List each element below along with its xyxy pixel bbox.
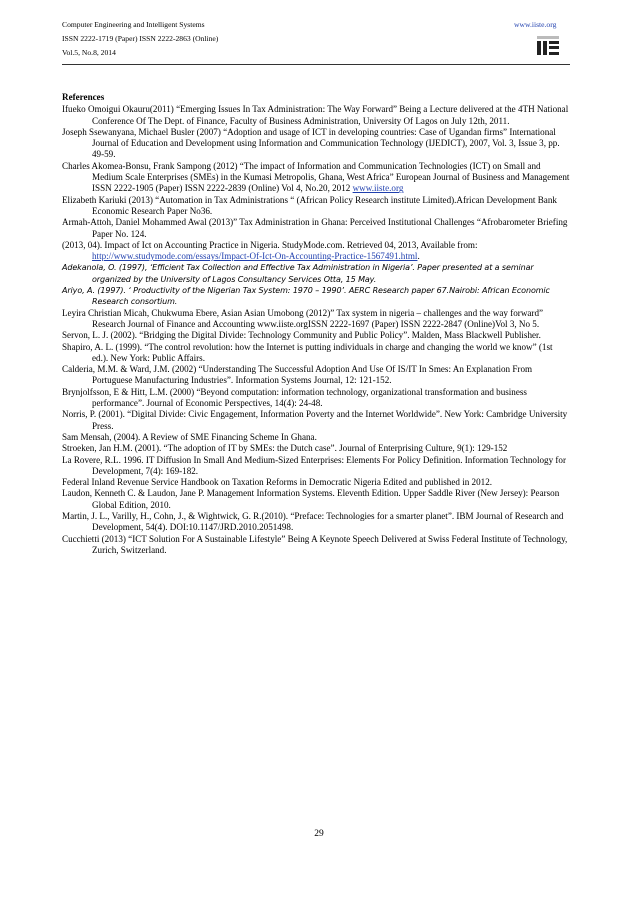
journal-header <box>62 18 570 60</box>
reference-item <box>62 330 570 341</box>
reference-text: Adekanola, O. (1997), ‘Efficient Tax Collection and Effective Tax Administration in Nigeria’. Paper presented at a seminar organized by the University of Lagos Consultancy Services Otta, 15 May. <box>62 263 534 284</box>
reference-item <box>62 511 570 534</box>
reference-item <box>62 195 570 218</box>
reference-item <box>62 127 570 161</box>
references-section <box>62 72 570 556</box>
reference-text: Martin, J. L., Varilly, H., Cohn, J., & Wightwick, G. R.(2010). “Preface: Technologies for a smarter planet”. IBM Journal of Research and Development, 54(4). DOI:10.1147/JRD.2010.2051498. <box>62 510 564 533</box>
references-heading: References <box>62 92 105 102</box>
reference-item <box>62 262 570 285</box>
reference-text: Norris, P. (2001). “Digital Divide: Civic Engagement, Information Poverty and the Internet Worldwide”. New York: Cambridge University Press. <box>62 409 568 431</box>
reference-item <box>62 455 570 478</box>
reference-item <box>62 443 570 454</box>
reference-text: Laudon, Kenneth C. & Laudon, Jane P. Management Information Systems. Eleventh Edition. Upper Saddle River (New Jersey): Pearson Global Edition, 2010. <box>62 488 560 510</box>
reference-item <box>62 477 570 488</box>
reference-item <box>62 161 570 195</box>
reference-suffix: . <box>417 251 420 262</box>
reference-item <box>62 432 570 443</box>
volume-line: Vol.5, No.8, 2014 <box>62 48 116 57</box>
reference-item <box>62 387 570 410</box>
reference-text: Leyira Christian Micah, Chukwuma Ebere, Asian Asian Umobong (2012)” Tax system in nigeria – challenges and the way forward” Research Journal of Finance and Accounting www.iiste.orgISSN 2222-1697 (Paper) ISSN 2222-2847 (Online)Vol 3, No 5. <box>62 307 544 329</box>
reference-link[interactable]: http://www.studymode.com/essays/Impact-Of-Ict-On-Accounting-Practice-1567491.html <box>92 251 418 262</box>
reference-text: Sam Mensah, (2004). A Review of SME Financing Scheme In Ghana. <box>62 431 317 442</box>
reference-text: Cucchietti (2013) “ICT Solution For A Sustainable Lifestyle” Being A Keynote Speech Delivered at Swiss Federal Institute of Technology, Zurich, Switzerland. <box>62 533 568 555</box>
header-rule <box>62 64 570 65</box>
reference-item <box>62 104 570 127</box>
reference-item <box>62 342 570 365</box>
reference-text: Brynjolfsson, E & Hitt, L.M. (2000) “Beyond computation: information technology, organizational transformation and business performance”. Journal of Economic Perspectives, 14(4): 24-48. <box>62 386 527 409</box>
reference-list <box>62 104 570 556</box>
reference-item <box>62 308 570 331</box>
reference-item <box>62 409 570 432</box>
reference-text: Joseph Ssewanyana, Michael Busler (2007) “Adoption and usage of ICT in developing countries: Case of Ugandan firms” International Journal of Education and Development using Information and Communication Technology (IJEDICT), 2007, Vol. 3, Issue 3, pp. 49-59. <box>62 126 560 160</box>
reference-text: Charles Akomea-Bonsu, Frank Sampong (2012) “The impact of Information and Communication Technologies (ICT) on Small and Medium Scale Enterprises (SMEs) in the Kumasi Metropolis, Ghana, West Africa” European Journal of Business and Management ISSN 2222-1905 (Paper) ISSN 2222-2839 (Online) Vol 4, No.20, 2012 <box>62 160 570 194</box>
reference-text: La Rovere, R.L. 1996. IT Diffusion In Small And Medium-Sized Enterprises: Elements For Policy Definition. Information Technology for Development, 7(4): 169-182. <box>62 454 566 476</box>
reference-item <box>62 488 570 511</box>
reference-text: Shapiro, A. L. (1999). “The control revolution: how the Internet is putting individuals in charge and changing the world we know” (1st ed.). New York: Public Affairs. <box>62 341 553 363</box>
page-number: 29 <box>314 829 324 839</box>
reference-item <box>62 217 570 240</box>
iiste-logo <box>535 34 561 58</box>
reference-text: Federal Inland Revenue Service Handbook on Taxation Reforms in Democratic Nigeria Edited and published in 2012. <box>62 477 493 488</box>
reference-item <box>62 534 570 557</box>
reference-text: (2013, 04). Impact of Ict on Accounting Practice in Nigeria. StudyMode.com. Retrieved 04, 2013, Available from: <box>62 239 478 250</box>
reference-item <box>62 240 570 263</box>
reference-text: Servon, L. J. (2002). “Bridging the Digital Divide: Technology Community and Public Policy”. Malden, Mass Blackwell Publisher. <box>62 330 541 341</box>
reference-text: Elizabeth Kariuki (2013) “Automation in Tax Administrations “ (African Policy Research institute Limited).African Development Bank Economic Research Paper No36. <box>62 194 557 216</box>
reference-text: Stroeken, Jan H.M. (2001). “The adoption of IT by SMEs: the Dutch case”. Journal of Enterprising Culture, 9(1): 129-152 <box>62 443 508 454</box>
reference-item <box>62 364 570 387</box>
journal-name: Computer Engineering and Intelligent Systems <box>62 20 205 29</box>
reference-item <box>62 285 570 308</box>
reference-link[interactable]: www.iiste.org <box>352 183 404 194</box>
reference-text: Ifueko Omoigui Okauru(2011) “Emerging Issues In Tax Administration: The Way Forward” Being a Lecture delivered at the 4TH National Conference Of The Dept. of Finance, Faculty of Business Administration, University Of Lagos on July 12th, 2011. <box>62 104 569 126</box>
journal-url-link[interactable]: www.iiste.org <box>514 20 557 29</box>
reference-text: Ariyo, A. (1997). ‘ Productivity of the Nigerian Tax System: 1970 – 1990’. AERC Research paper 67.Nairobi: African Economic Research consortium. <box>62 286 550 307</box>
reference-text: Calderia, M.M. & Ward, J.M. (2002) “Understanding The Successful Adoption And Use Of IS/IT In Smes: An Explanation From Portuguese Manufacturing Industries”. Information Systems Journal, 12: 121-152. <box>62 364 533 386</box>
reference-text: Armah-Attoh, Daniel Mohammed Awal (2013)” Tax Administration in Ghana: Perceived Institutional Challenges “Afrobarometer Briefing Paper No. 124. <box>62 217 568 239</box>
issn-line: ISSN 2222-1719 (Paper) ISSN 2222-2863 (Online) <box>62 34 219 43</box>
